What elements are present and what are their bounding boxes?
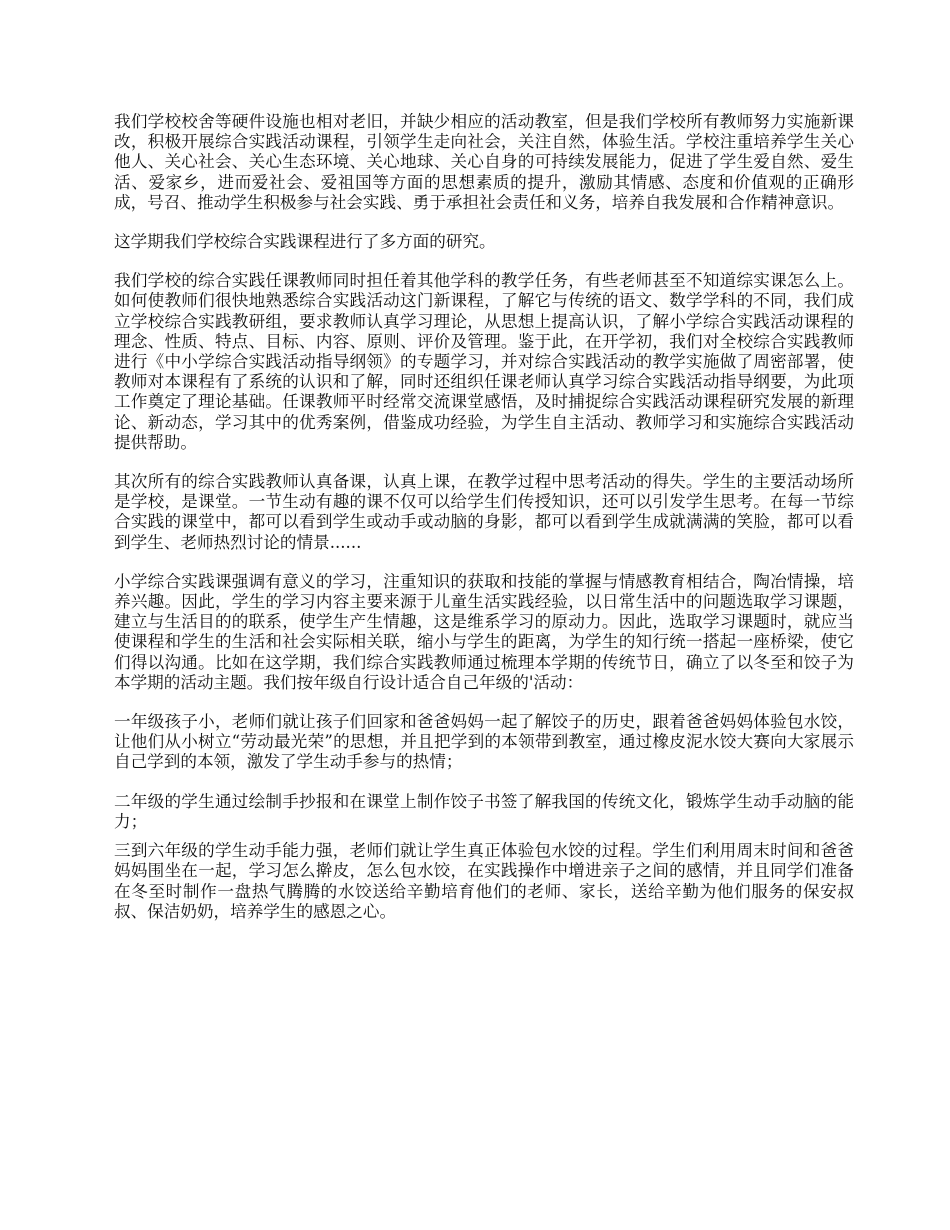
paragraph-research-summary: 这学期我们学校综合实践课程进行了多方面的研究。 — [114, 232, 496, 252]
paragraph-intro: 我们学校校舍等硬件设施也相对老旧，并缺少相应的活动教室，但是我们学校所有教师努力实施新课改，积极开展综合实践活动课程，引领学生走向社会，关注自然，体验生活。学校注重培养学生关心他人、关心社会、关心生态环境、关心地球、关心自身的可持续发展能力，促进了学生爱自然、爱生活、爱家乡，进而爱社会、爱祖国等方面的思想素质的提升，激励其情感、态度和价值观的正确形成，号召、推动学生积极参与社会实践、勇于承担社会责任和义务，培养自我发展和合作精神意识。 — [114, 112, 854, 212]
paragraph-meaningful-learning: 小学综合实践课强调有意义的学习，注重知识的获取和技能的掌握与情感教育相结合，陶冶情操，培养兴趣。因此，学生的学习内容主要来源于儿童生活实践经验，以日常生活中的问题选取学习课题，建立与生活目的的联系，使学生产生情趣，这是维系学习的原动力。因此，选取学习课题时，就应当使课程和学生的生活和社会实际相关联，缩小与学生的距离，为学生的知行统一搭起一座桥梁，使它们得以沟通。比如在这学期，我们综合实践教师通过梳理本学期的传统节日，确立了以冬至和饺子为本学期的活动主题。我们按年级自行设计适合自己年级的'活动： — [114, 571, 854, 692]
paragraph-grade-one: 一年级孩子小，老师们就让孩子们回家和爸爸妈妈一起了解饺子的历史，跟着爸爸妈妈体验包水饺，让他们从小树立“劳动最光荣”的思想，并且把学到的本领带到教室，通过橡皮泥水饺大赛向大家展示自己学到的本领，激发了学生动手参与的热情； — [114, 712, 854, 772]
paragraph-teacher-training: 我们学校的综合实践任课教师同时担任着其他学科的教学任务，有些老师甚至不知道综实课怎么上。如何使教师们很快地熟悉综合实践活动这门新课程，了解它与传统的语文、数学学科的不同，我们成立学校综合实践教研组，要求教师认真学习理论，从思想上提高认识，了解小学综合实践活动课程的理念、性质、特点、目标、内容、原则、评价及管理。鉴于此，在开学初，我们对全校综合实践教师进行《中小学综合实践活动指导纲领》的专题学习，并对综合实践活动的教学实施做了周密部署，使教师对本课程有了系统的认识和了解，同时还组织任课老师认真学习综合实践活动指导纲要，为此项工作奠定了理论基础。任课教师平时经常交流课堂感悟，及时捕捉综合实践活动课程研究发展的新理论、新动态，学习其中的优秀案例，借鉴成功经验，为学生自主活动、教师学习和实施综合实践活动提供帮助。 — [114, 271, 854, 452]
document-body — [114, 112, 854, 941]
paragraph-grade-two: 二年级的学生通过绘制手抄报和在课堂上制作饺子书签了解我国的传统文化，锻炼学生动手动脑的能力； — [114, 791, 854, 831]
paragraph-grades-three-to-six: 三到六年级的学生动手能力强，老师们就让学生真正体验包水饺的过程。学生们利用周末时间和爸爸妈妈围坐在一起，学习怎么擀皮，怎么包水饺，在实践操作中增进亲子之间的感情，并且同学们准备在冬至时制作一盘热气腾腾的水饺送给辛勤培育他们的老师、家长，送给辛勤为他们服务的保安叔叔、保洁奶奶，培养学生的感恩之心。 — [114, 841, 854, 921]
paragraph-lesson-preparation: 其次所有的综合实践教师认真备课，认真上课，在教学过程中思考活动的得失。学生的主要活动场所是学校，是课堂。一节生动有趣的课不仅可以给学生们传授知识，还可以引发学生思考。在每一节综合实践的课堂中，都可以看到学生或动手或动脑的身影，都可以看到学生成就满满的笑脸，都可以看到学生、老师热烈讨论的情景...... — [114, 472, 854, 552]
